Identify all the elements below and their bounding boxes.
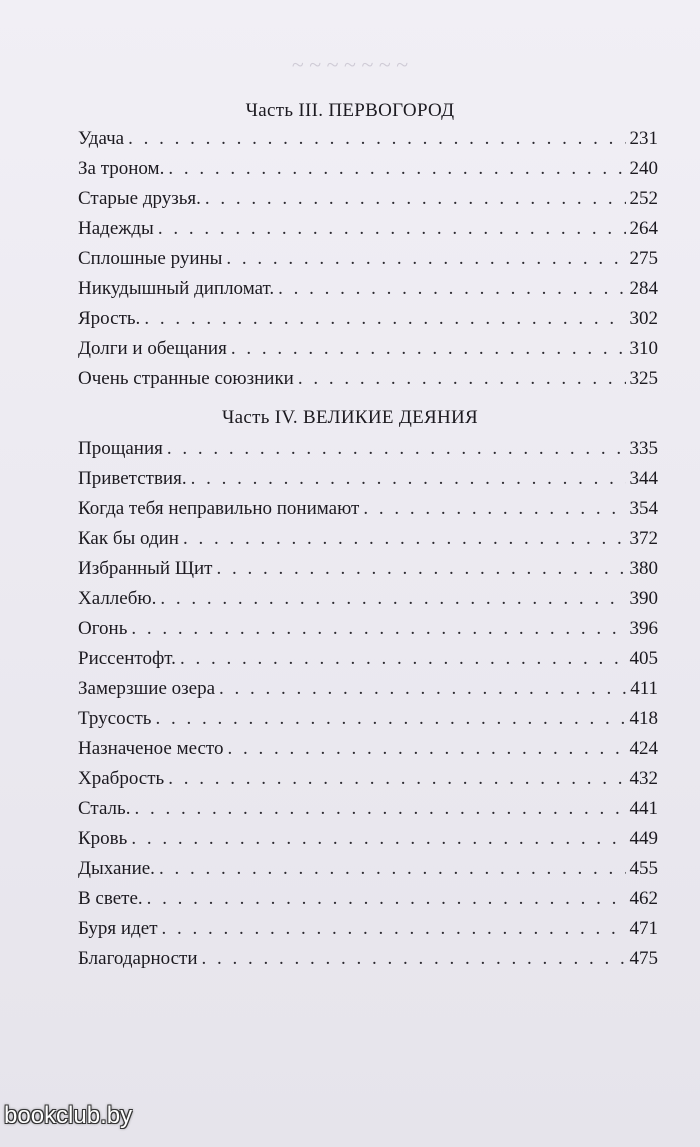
leader-dots [168,158,625,180]
entry-title: Назначеное место [78,738,224,759]
entry-page: 475 [629,948,658,969]
leader-dots [278,278,625,300]
entry-title: В свете. [78,888,143,909]
leader-dots [191,468,626,490]
entry-title: Ярость. [78,308,141,329]
leader-dots [231,338,626,360]
toc-entry [78,768,658,792]
toc-entry [78,308,658,332]
entry-page: 449 [629,828,658,849]
entry-title: Халлебю. [78,588,157,609]
leader-dots [168,768,625,790]
entry-title: Кровь [78,828,128,849]
bookclub-watermark: bookclub.by [4,1102,133,1129]
leader-dots [131,618,625,640]
leader-dots [131,828,625,850]
entry-page: 471 [629,918,658,939]
entry-page: 284 [629,278,658,299]
entry-page: 354 [629,498,658,519]
toc-entry [78,558,658,582]
entry-title: Удача [78,128,125,149]
entry-title: Замерзшие озера [78,678,215,699]
entry-page: 344 [629,468,658,489]
entry-page: 275 [629,248,658,269]
entry-title: За троном. [78,158,165,179]
entry-page: 325 [629,368,658,389]
entry-title: Сплошные руины [78,248,223,269]
leader-dots [128,128,625,150]
toc-entry [78,438,658,462]
entry-title: Как бы один [78,528,179,549]
part3-title: Часть III. ПЕРВОГОРОД [245,100,455,121]
entry-title: Когда тебя неправильно понимают [78,498,360,519]
part4-title: Часть IV. ВЕЛИКИЕ ДЕЯНИЯ [222,407,478,428]
entry-title: Благодарности [78,948,198,969]
entry-page: 302 [629,308,658,329]
toc-entry [78,248,658,272]
leader-dots [147,888,626,910]
toc-entry [78,648,658,672]
entry-page: 411 [630,678,658,699]
entry-page: 455 [629,858,658,879]
leader-dots [228,738,626,760]
entry-title: Сталь. [78,798,131,819]
entry-page: 418 [629,708,658,729]
toc-entry [78,528,658,552]
entry-page: 462 [629,888,658,909]
toc-entry [78,368,658,392]
toc-entry [78,858,658,882]
toc-entry [78,888,658,912]
leader-dots [219,678,626,700]
entry-title: Никудышный дипломат. [78,278,275,299]
entry-page: 441 [629,798,658,819]
entry-title: Огонь [78,618,128,639]
toc-entry [78,468,658,492]
leader-dots [167,438,626,460]
leader-dots [134,798,625,820]
leader-dots [144,308,625,330]
toc-entry [78,828,658,852]
entry-page: 252 [629,188,658,209]
entry-title: Очень странные союзники [78,368,294,389]
entry-page: 310 [629,338,658,359]
entry-title: Прощания [78,438,163,459]
entry-page: 372 [629,528,658,549]
entry-page: 396 [629,618,658,639]
leader-dots [202,948,626,970]
toc-entry [78,948,658,972]
entry-page: 390 [629,588,658,609]
leader-dots [162,918,626,940]
entry-title: Долги и обещания [78,338,227,359]
entry-title: Дыхание. [78,858,155,879]
entry-title: Буря идет [78,918,158,939]
leader-dots [205,188,626,210]
toc-entry [78,738,658,762]
leader-dots [158,218,626,240]
toc-entry [78,498,658,522]
leader-dots [180,648,626,670]
toc-entry [78,158,658,182]
toc-entry [78,708,658,732]
entry-page: 432 [629,768,658,789]
toc-entry [78,678,658,702]
entry-title: Риссентофт. [78,648,176,669]
toc-entry [78,218,658,242]
entry-title: Надежды [78,218,154,239]
entry-title: Старые друзья. [78,188,201,209]
entry-page: 335 [629,438,658,459]
entry-title: Храбрость [78,768,165,789]
leader-dots [155,708,625,730]
toc-entry [78,188,658,212]
entry-page: 380 [629,558,658,579]
toc-entry [78,918,658,942]
entry-title: Трусость [78,708,152,729]
toc-entry [78,798,658,822]
entry-page: 405 [629,648,658,669]
entry-page: 240 [629,158,658,179]
entry-page: 424 [629,738,658,759]
entry-title: Приветствия. [78,468,187,489]
entry-page: 231 [629,128,658,149]
toc-entry [78,128,658,152]
bleed-through-text: ~ ~ ~ ~ ~ ~ ~ [291,52,409,77]
leader-dots [363,498,625,520]
toc-entry [78,588,658,612]
leader-dots [183,528,626,550]
entry-page: 264 [629,218,658,239]
toc-entry [78,618,658,642]
toc-entry [78,338,658,362]
toc-entry [78,278,658,302]
leader-dots [159,858,626,880]
leader-dots [298,368,626,390]
entry-title: Избранный Щит [78,558,213,579]
leader-dots [160,588,625,610]
leader-dots [216,558,625,580]
leader-dots [226,248,625,270]
